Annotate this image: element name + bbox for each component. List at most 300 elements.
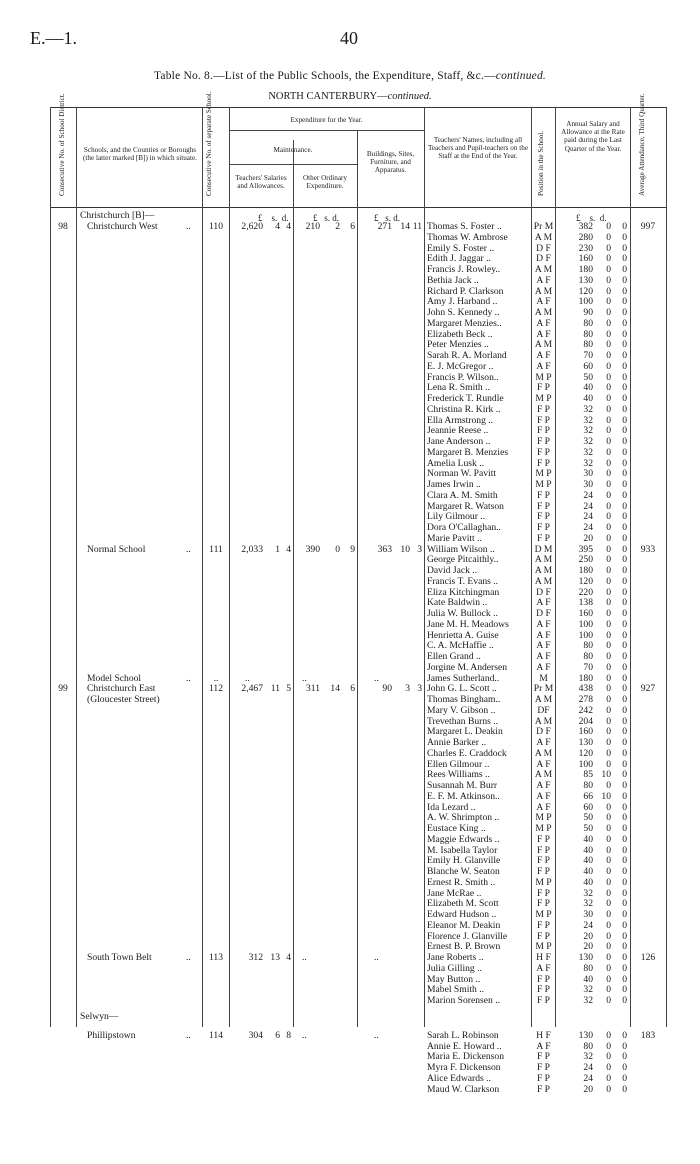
salary-pounds: 100 (578, 629, 593, 641)
salary-pounds: 242 (578, 704, 593, 716)
other-expenditure-shillings: 0 (335, 543, 340, 555)
teacher-name: James Sutherland.. (427, 672, 500, 684)
salaries-pence: 5 (286, 683, 291, 695)
teacher-name: Francis J. Rowley.. (427, 264, 501, 275)
teacher-name: Emily H. Glanville (427, 855, 501, 867)
salary-pence: 0 (622, 1029, 627, 1041)
salary-pounds: 32 (583, 887, 593, 899)
col-rule (202, 107, 203, 1027)
salary-shillings: 0 (606, 952, 611, 963)
salary-shillings: 0 (606, 758, 611, 770)
salary-shillings: 0 (606, 532, 611, 544)
teacher-name: Maggie Edwards .. (427, 833, 500, 845)
salary-pence: 0 (622, 1051, 627, 1063)
header-rule-expenditure (229, 130, 424, 131)
page-number: 40 (340, 28, 358, 48)
average-attendance: 933 (640, 543, 656, 555)
salaries-pence: 4 (286, 543, 291, 555)
salary-pence: 0 (622, 855, 627, 867)
salary-pence: 0 (622, 1040, 627, 1052)
salaries-shillings: 11 (270, 683, 280, 695)
teacher-position: F P (536, 522, 551, 533)
teacher-name: George Pitcaithly.. (427, 554, 499, 566)
buildings-shillings: 10 (400, 543, 410, 555)
table-header-rule (50, 207, 666, 208)
salary-shillings: 0 (606, 221, 611, 232)
salary-pounds: 80 (583, 317, 593, 329)
salary-shillings: 0 (606, 307, 611, 318)
school-number: 113 (208, 952, 224, 963)
teacher-position: M P (535, 468, 552, 480)
salary-shillings: 0 (606, 780, 611, 791)
buildings-pounds: 271 (377, 221, 392, 232)
other-expenditure-shillings: 14 (330, 683, 340, 695)
buildings-empty: .. (374, 952, 379, 963)
salary-shillings: 0 (606, 543, 611, 555)
salary-pence: 0 (622, 554, 627, 566)
salary-shillings: 0 (606, 672, 611, 684)
salaries-pounds: 2,033 (241, 543, 263, 555)
salary-shillings: 0 (606, 844, 611, 856)
salary-pence: 0 (622, 500, 627, 512)
teacher-position: A M (534, 307, 553, 318)
salary-pence: 0 (622, 307, 627, 318)
teacher-name: John G. L. Scott .. (427, 683, 497, 695)
teacher-name: Marion Sorensen .. (427, 995, 501, 1006)
salary-shillings: 0 (606, 608, 611, 619)
teacher-name: James Irwin .. (427, 479, 481, 490)
salary-pence: 0 (622, 457, 627, 469)
salary-pence: 0 (622, 672, 627, 684)
salary-pence: 0 (622, 930, 627, 942)
teacher-position: Pr M (533, 683, 554, 695)
teacher-position: M P (535, 812, 552, 824)
salary-pence: 0 (622, 715, 627, 727)
salary-pence: 0 (622, 941, 627, 953)
teacher-name: Ernest B. P. Brown (427, 941, 501, 953)
salary-shillings: 0 (606, 586, 611, 598)
teacher-name: Norman W. Pavitt (427, 468, 497, 480)
salary-pence: 0 (622, 328, 627, 340)
teacher-position: F P (536, 1062, 551, 1073)
salary-pounds: 40 (583, 855, 593, 867)
salary-pounds: 24 (583, 919, 593, 931)
salary-shillings: 0 (606, 264, 611, 275)
teacher-name: Mabel Smith .. (427, 984, 485, 996)
salary-pounds: 20 (583, 532, 593, 544)
salary-shillings: 10 (601, 769, 611, 781)
salary-pounds: 32 (583, 984, 593, 996)
salary-pounds: 130 (578, 737, 593, 748)
teacher-name: Margaret Menzies.. (427, 317, 502, 329)
salary-shillings: 0 (606, 425, 611, 437)
teacher-position: F P (536, 833, 551, 845)
teacher-name: Annie E. Howard .. (427, 1040, 502, 1052)
teacher-position: M (539, 672, 548, 684)
salary-pence: 0 (622, 543, 627, 555)
school-name-leader: .. (186, 672, 191, 684)
salary-pounds: 220 (578, 586, 593, 598)
school-name-line2: (Gloucester Street) (87, 694, 160, 705)
teacher-position: F P (536, 403, 551, 415)
teacher-name: Francis P. Wilson.. (427, 371, 499, 383)
teacher-name: Rees Williams .. (427, 769, 490, 781)
salary-pounds: 32 (583, 457, 593, 469)
salary-pounds: 32 (583, 446, 593, 458)
salary-shillings: 0 (606, 522, 611, 533)
teacher-name: Lily Gilmour .. (427, 511, 486, 523)
salary-pounds: 40 (583, 866, 593, 877)
salary-shillings: 0 (606, 339, 611, 351)
other-expenditure-empty: .. (302, 952, 307, 963)
salary-pounds: 24 (583, 511, 593, 523)
salary-pounds: 120 (578, 747, 593, 759)
header-other: Other Ordinary Expenditure. (302, 174, 348, 191)
salary-pence: 0 (622, 350, 627, 361)
salary-shillings: 0 (606, 500, 611, 512)
salary-shillings: 0 (606, 661, 611, 673)
salary-pence: 0 (622, 264, 627, 275)
teacher-name: Jane Roberts .. (427, 952, 484, 963)
salary-shillings: 0 (606, 909, 611, 920)
teacher-name: May Button .. (427, 973, 481, 985)
salary-pounds: 32 (583, 995, 593, 1006)
salary-pence: 0 (622, 737, 627, 748)
teacher-name: Margaret L. Deakin (427, 726, 503, 738)
salary-shillings: 0 (606, 1040, 611, 1052)
salary-pence: 0 (622, 962, 627, 974)
salary-pence: 0 (622, 231, 627, 243)
salary-pounds: 160 (578, 253, 593, 265)
teacher-position: F P (536, 984, 551, 996)
teacher-name: Clara A. M. Smith (427, 489, 498, 501)
salary-shillings: 0 (606, 253, 611, 265)
header-salaries: Teachers' Salaries and Allowances. (235, 174, 287, 191)
salary-pence: 0 (622, 382, 627, 394)
salary-pence: 0 (622, 769, 627, 781)
salary-pounds: 204 (578, 715, 593, 727)
salary-shillings: 0 (606, 1072, 611, 1084)
teacher-position: A M (534, 575, 553, 587)
salary-shillings: 10 (601, 790, 611, 802)
salary-pence: 0 (622, 919, 627, 931)
salary-pounds: 40 (583, 833, 593, 845)
teacher-position: F P (536, 919, 551, 931)
salary-shillings: 0 (606, 403, 611, 415)
salary-pence: 0 (622, 898, 627, 910)
salary-pence: 0 (622, 403, 627, 415)
school-name: Phillipstown (87, 1029, 136, 1041)
teacher-name: Henrietta A. Guise (427, 629, 499, 641)
salary-pounds: 80 (583, 328, 593, 340)
teacher-position: F P (536, 866, 551, 877)
teacher-position: F P (536, 844, 551, 856)
teacher-name: Julia Gilling .. (427, 962, 482, 974)
teacher-position: F P (536, 973, 551, 985)
salary-shillings: 0 (606, 382, 611, 394)
other-expenditure-pence: 6 (350, 683, 355, 695)
salary-pence: 0 (622, 511, 627, 523)
teacher-position: A M (534, 231, 553, 243)
teacher-position: A F (536, 661, 551, 673)
salary-pounds: 24 (583, 522, 593, 533)
teacher-position: F P (536, 930, 551, 942)
school-number: 114 (208, 1029, 224, 1041)
salary-pounds: 24 (583, 489, 593, 501)
teacher-name: Edward Hudson .. (427, 909, 497, 920)
salary-shillings: 0 (606, 973, 611, 985)
teacher-name: Ellen Gilmour .. (427, 758, 490, 770)
salary-pence: 0 (622, 887, 627, 899)
teacher-position: F P (536, 414, 551, 426)
school-name: Model School (87, 672, 142, 684)
salary-pounds: 70 (583, 661, 593, 673)
col-rule (50, 107, 51, 1027)
teacher-name: Ellen Grand .. (427, 651, 481, 662)
teacher-position: D F (536, 586, 551, 598)
salary-pence: 0 (622, 618, 627, 630)
teacher-name: Edith J. Jaggar .. (427, 253, 491, 265)
salary-shillings: 0 (606, 565, 611, 576)
salary-pounds: 24 (583, 500, 593, 512)
salary-pounds: 32 (583, 425, 593, 437)
teacher-position: D F (536, 253, 551, 265)
district-continued: continued. (387, 91, 432, 102)
salary-shillings: 0 (606, 554, 611, 566)
teacher-name: Emily S. Foster .. (427, 242, 495, 254)
school-name: Normal School (87, 543, 146, 555)
salary-pounds: 32 (583, 898, 593, 910)
salaries-pence: 4 (286, 221, 291, 232)
salary-pounds: 40 (583, 393, 593, 404)
salary-pence: 0 (622, 823, 627, 834)
salary-pence: 0 (622, 704, 627, 716)
teacher-position: A M (534, 715, 553, 727)
buildings-unit-heading: £ s. d. (374, 213, 401, 223)
teacher-name: Lena R. Smith .. (427, 382, 490, 394)
salary-shillings: 0 (606, 962, 611, 974)
teacher-name: Jeannie Reese .. (427, 425, 489, 437)
teacher-position: F P (536, 489, 551, 501)
salary-shillings: 0 (606, 1083, 611, 1095)
salary-pence: 0 (622, 253, 627, 265)
buildings-pence: 3 (417, 683, 422, 695)
salary-pence: 0 (622, 876, 627, 888)
teacher-position: M P (535, 941, 552, 953)
salary-shillings: 0 (606, 726, 611, 738)
teacher-name: Margaret B. Menzies (427, 446, 509, 458)
salary-shillings: 0 (606, 511, 611, 523)
teacher-position: F P (536, 1051, 551, 1063)
header-school-no: Consecutive No. of separate School. (205, 91, 213, 196)
teacher-name: Trevethan Burns .. (427, 715, 499, 727)
salary-shillings: 0 (606, 876, 611, 888)
salary-pence: 0 (622, 468, 627, 480)
teacher-position: F P (536, 457, 551, 469)
other-expenditure-empty: .. (302, 672, 307, 684)
teacher-position: F P (536, 425, 551, 437)
teacher-position: A M (534, 339, 553, 351)
salary-pounds: 24 (583, 1062, 593, 1073)
teacher-name: Kate Baldwin .. (427, 597, 488, 609)
salary-shillings: 0 (606, 833, 611, 845)
salary-shillings: 0 (606, 855, 611, 867)
salary-pence: 0 (622, 360, 627, 372)
salary-shillings: 0 (606, 747, 611, 759)
col-rule (357, 130, 358, 1027)
salary-pounds: 438 (578, 683, 593, 695)
teacher-name: Susannah M. Burr (427, 780, 498, 791)
teacher-position: A F (536, 350, 551, 361)
school-number: 110 (208, 221, 224, 232)
salary-unit-heading: £ s. d. (576, 213, 607, 223)
salary-pounds: 395 (578, 543, 593, 555)
buildings-pence: 3 (417, 543, 422, 555)
teacher-name: Jane Anderson .. (427, 436, 491, 447)
salary-pence: 0 (622, 608, 627, 619)
salary-pence: 0 (622, 780, 627, 791)
teacher-name: Amelia Lusk .. (427, 457, 485, 469)
salary-pence: 0 (622, 274, 627, 286)
district-name: NORTH CANTERBURY— (268, 91, 388, 102)
salary-pence: 0 (622, 801, 627, 813)
teacher-name: Alice Edwards .. (427, 1072, 491, 1084)
salary-pounds: 138 (578, 597, 593, 609)
salary-shillings: 0 (606, 446, 611, 458)
col-rule (293, 140, 294, 1027)
salary-pounds: 50 (583, 823, 593, 834)
district-number: 98 (58, 221, 68, 232)
table-title-main: Table No. 8.—List of the Public Schools, the Expenditure, Staff, &c.— (154, 70, 496, 82)
salary-pence: 0 (622, 790, 627, 802)
header-school-name: Schools, and the Counties or Boroughs (the latter marked [B]) in which situate. (83, 146, 197, 163)
table-title (0, 70, 700, 82)
salary-pounds: 278 (578, 694, 593, 705)
salary-pounds: 80 (583, 780, 593, 791)
school-number: 112 (208, 683, 224, 695)
teacher-position: F P (536, 532, 551, 544)
salary-pence: 0 (622, 640, 627, 652)
salary-pence: 0 (622, 285, 627, 297)
col-rule (555, 107, 556, 1027)
salary-pounds: 30 (583, 909, 593, 920)
teacher-position: F P (536, 436, 551, 447)
salary-shillings: 0 (606, 274, 611, 286)
teacher-name: Sarah R. A. Morland (427, 350, 507, 361)
teacher-name: A. W. Shrimpton .. (427, 812, 500, 824)
salary-pounds: 90 (583, 307, 593, 318)
teacher-name: Thomas S. Foster .. (427, 221, 502, 232)
other-expenditure-pence: 9 (350, 543, 355, 555)
school-name: South Town Belt (87, 952, 152, 963)
teacher-name: William Wilson .. (427, 543, 495, 555)
col-rule (76, 107, 77, 1027)
teacher-position: A F (536, 360, 551, 372)
district-title (0, 91, 700, 102)
salary-pence: 0 (622, 747, 627, 759)
teacher-position: F P (536, 1083, 551, 1095)
average-attendance: 126 (640, 952, 656, 963)
salary-pounds: 32 (583, 1051, 593, 1063)
salary-pence: 0 (622, 952, 627, 963)
salary-pence: 0 (622, 812, 627, 824)
salary-pounds: 180 (578, 565, 593, 576)
header-attendance: Average Attendance, Third Quarter. (638, 93, 646, 196)
teacher-position: A M (534, 285, 553, 297)
teacher-position: A F (536, 1040, 551, 1052)
salary-shillings: 0 (606, 360, 611, 372)
teacher-position: M P (535, 823, 552, 834)
salary-pounds: 40 (583, 973, 593, 985)
teacher-position: A F (536, 790, 551, 802)
teacher-name: Marie Pavitt .. (427, 532, 482, 544)
salary-pence: 0 (622, 339, 627, 351)
salary-pence: 0 (622, 683, 627, 695)
salary-pounds: 40 (583, 844, 593, 856)
teacher-name: Jorgine M. Andersen (427, 661, 508, 673)
col-rule (630, 107, 631, 1027)
teacher-name: Amy J. Harband .. (427, 296, 498, 308)
salary-pounds: 180 (578, 264, 593, 275)
salary-pence: 0 (622, 833, 627, 845)
salary-shillings: 0 (606, 479, 611, 490)
salary-pence: 0 (622, 296, 627, 308)
salary-pounds: 32 (583, 403, 593, 415)
average-attendance: 997 (640, 221, 656, 232)
teacher-name: Peter Menzies .. (427, 339, 489, 351)
salary-pence: 0 (622, 984, 627, 996)
salary-pence: 0 (622, 436, 627, 447)
salary-shillings: 0 (606, 296, 611, 308)
teacher-position: A F (536, 737, 551, 748)
salary-shillings: 0 (606, 812, 611, 824)
salary-pence: 0 (622, 844, 627, 856)
teacher-position: F P (536, 855, 551, 867)
teacher-position: F P (536, 1072, 551, 1084)
table-top-rule (50, 107, 666, 108)
salary-pence: 0 (622, 393, 627, 404)
buildings-shillings: 14 (400, 221, 410, 232)
salaries-empty: .. (245, 672, 250, 684)
teacher-position: A F (536, 328, 551, 340)
teacher-name: Eliza Kitchingman (427, 586, 500, 598)
salary-pounds: 50 (583, 371, 593, 383)
salary-pence: 0 (622, 866, 627, 877)
salary-pounds: 130 (578, 274, 593, 286)
header-position: Position in the School. (537, 130, 545, 196)
salary-pence: 0 (622, 758, 627, 770)
salary-shillings: 0 (606, 317, 611, 329)
teacher-name: Maria E. Dickenson (427, 1051, 504, 1063)
teacher-position: F P (536, 995, 551, 1006)
salary-pounds: 30 (583, 479, 593, 490)
teacher-position: A M (534, 747, 553, 759)
teacher-name: Margaret R. Watson (427, 500, 504, 512)
school-name: Christchurch East (87, 683, 156, 695)
salaries-pounds: 2,620 (241, 221, 263, 232)
school-name-leader: .. (186, 952, 191, 963)
school-name-leader: .. (186, 221, 191, 232)
salary-shillings: 0 (606, 231, 611, 243)
other-unit-heading: £ s. d. (313, 213, 340, 223)
teacher-name: Thomas W. Ambrose (427, 231, 508, 243)
teacher-name: Ida Lezard .. (427, 801, 476, 813)
col-rule (229, 107, 230, 1027)
salary-shillings: 0 (606, 393, 611, 404)
salary-pence: 0 (622, 909, 627, 920)
teacher-position: F P (536, 382, 551, 394)
school-name: Christchurch West (87, 221, 158, 232)
